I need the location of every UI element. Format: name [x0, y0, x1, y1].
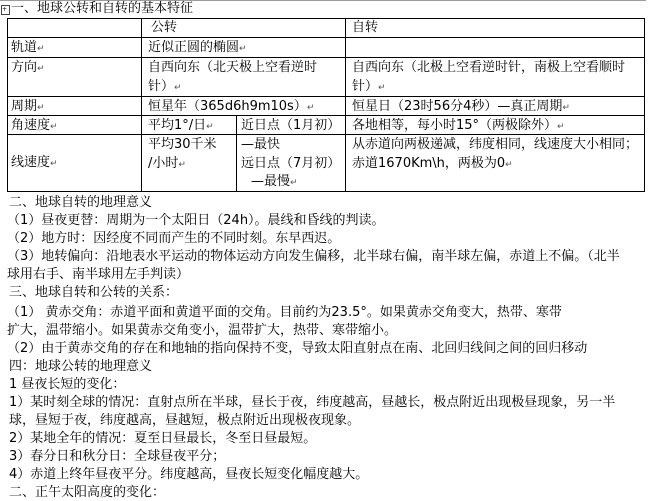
table-rule — [7, 18, 645, 19]
section2-title: 二、地球自转的地理意义 — [9, 195, 153, 210]
section2-item3-line2: 球用右手、南半球用左手判读） — [7, 267, 190, 282]
section4-title: 四：地球公转的地理意义 — [9, 359, 153, 374]
section4-item3: 3）春分日和秋分日：全球昼夜平分； — [9, 449, 226, 464]
section4-item1-line2: 球，昼短于夜，纬度越高，昼越短，极点附近出现极夜现象。 — [9, 413, 361, 428]
orbit-revolution: 近似正圆的椭圆↵ — [148, 40, 247, 55]
section3-item1-line1: （1） 黄赤交角：赤道平面和黄道平面的交角。目前约为23.5°。如果黄赤交角变大，热带、寒带 — [7, 305, 562, 320]
direction-revolution-line1: 自西向东（北天极上空看逆时 — [148, 60, 318, 75]
section2-item1: （1）昼夜更替：周期为一个太阳日（24h）。晨线和昏线的判读。 — [7, 213, 385, 228]
table-rule — [141, 18, 142, 192]
section4-item2: 2）某地全年的情况：夏至日昼最长，冬至日昼最短。 — [9, 431, 317, 446]
row-label-period: 周期↵ — [11, 99, 45, 114]
section4-sub1: 1 昼夜长短的变化： — [9, 377, 126, 392]
section3-item2: （2）由于黄赤交角的存在和地轴的指向保持不变，导致太阳直射点在南、北回归线间之间的回归移动 — [7, 341, 588, 356]
direction-rotation-line1: 自西向东（北极上空看逆时针，南极上空看顺时 — [352, 60, 626, 75]
direction-revolution-line2: 针）↵ — [148, 79, 182, 94]
row-label-orbit: 轨道↵ — [11, 40, 45, 55]
section2-item3-line1: （3）地转偏向：沿地表水平运动的物体运动方向发生偏移，北半球右偏，南半球左偏，赤道上不偏。（北半 — [7, 249, 620, 264]
table-rule — [7, 191, 645, 192]
header-rotation: 自转 — [352, 20, 379, 35]
table-rule — [7, 18, 8, 192]
angular-velocity-rotation: 各地相等，每小时15°（两极除外）↵ — [352, 118, 565, 133]
table-rule — [236, 115, 237, 192]
row-label-linear-velocity: 线速度↵ — [11, 155, 58, 170]
section1-title: 一、地球公转和自转的基本特征 — [11, 1, 194, 16]
section4-cut-line: 二、正午太阳高度的变化： — [9, 485, 166, 500]
fastest-label: —最快 — [241, 137, 281, 152]
linear-velocity-revolution-line1: 平均30千米 — [148, 137, 217, 152]
table-rule — [7, 96, 645, 97]
section2-item2: （2）地方时：因经度不同而产生的不同时刻。东早西迟。 — [7, 231, 341, 246]
linear-velocity-revolution-line2: /小时↵ — [148, 156, 186, 171]
period-rotation: 恒星日（23时56分4秒）—真正周期↵ — [352, 99, 570, 114]
table-rule — [7, 57, 645, 58]
angular-velocity-revolution: 平均1°/日↵ — [148, 118, 214, 133]
direction-rotation-line2: 针）↵ — [352, 79, 386, 94]
table-rule — [7, 37, 645, 38]
table-rule — [644, 18, 645, 192]
earth-motion-table — [0, 18, 646, 192]
header-revolution: 公转 — [151, 20, 178, 35]
section3-item1-line2: 扩大，温带缩小。如果黄赤交角变小，温带扩大，热带、寒带缩小。 — [7, 323, 398, 338]
section4-item1-line1: 1）某时刻全球的情况：直射点所在半球，昼长于夜，纬度越高，昼越长，极点附近出现极昼现象，另一半 — [9, 395, 616, 410]
table-rule — [345, 18, 346, 192]
section3-title: 三、地球自转和公转的关系： — [9, 285, 179, 300]
section4-item4: 4）赤道上终年昼夜平分。纬度越高，昼夜长短变化幅度越大。 — [9, 467, 369, 482]
table-move-handle-icon[interactable]: + — [1, 5, 10, 15]
row-label-angular-velocity: 角速度↵ — [11, 118, 58, 133]
row-label-direction: 方向↵ — [11, 60, 45, 75]
perihelion-label: 近日点（1月初） — [241, 118, 341, 133]
linear-velocity-rotation-line1: 从赤道向两极递减，纬度相同，线速度大小相同； — [352, 137, 639, 152]
period-revolution: 恒星年（365d6h9m10s）↵ — [148, 99, 315, 114]
aphelion-label: 远日点（7月初） — [241, 156, 341, 171]
slowest-label: —最慢↵ — [251, 174, 298, 189]
linear-velocity-rotation-line2: 赤道1670Km\h，两极为0↵ — [352, 156, 513, 171]
